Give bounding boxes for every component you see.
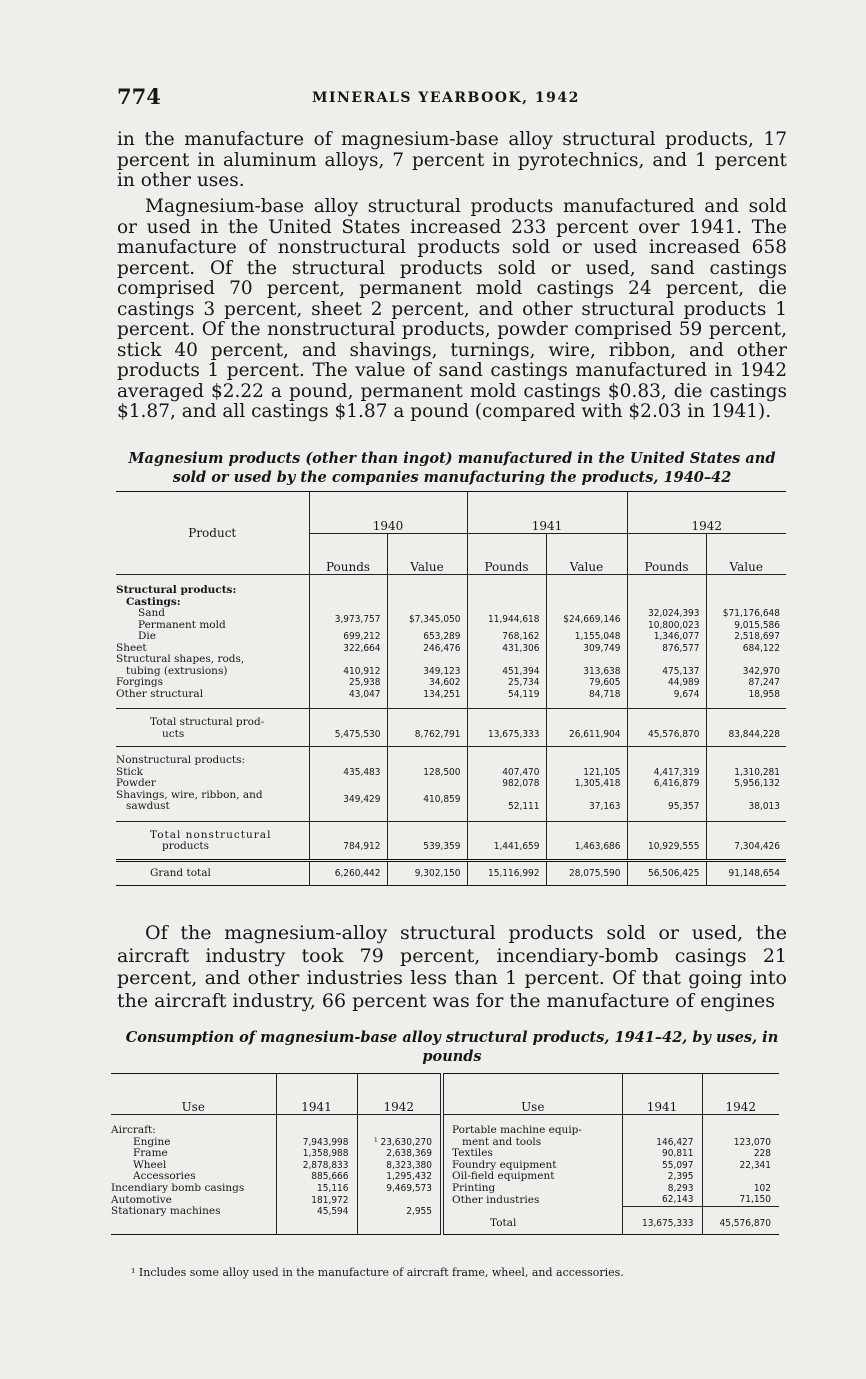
table-cell: 9,302,150 — [387, 860, 467, 886]
table-cell: 25,734 — [467, 677, 546, 689]
use-label: Aircraft: — [111, 1124, 156, 1136]
col-1941: 1941 — [622, 1074, 702, 1115]
sub-pounds: Pounds — [309, 533, 387, 575]
table-cell: 52,111 — [467, 801, 546, 821]
row-label: Grand total — [150, 866, 211, 879]
table-cell: 1,358,988 — [276, 1148, 357, 1160]
table-cell — [702, 1115, 779, 1137]
table-cell: 102 — [702, 1183, 779, 1195]
table-cell: 10,929,555 — [627, 841, 706, 860]
col-use: Use — [442, 1074, 622, 1115]
use-label: Foundry equipment — [442, 1160, 622, 1172]
use-label: Portable machine equip- — [442, 1115, 622, 1137]
table-cell: 1,310,281 — [706, 767, 786, 779]
table-cell: 10,800,023 — [627, 620, 706, 632]
table-cell: 435,483 — [309, 767, 387, 779]
col-1941: 1941 — [276, 1074, 357, 1115]
table-cell: 181,972 — [276, 1194, 357, 1206]
table-cell: 28,075,590 — [546, 860, 627, 886]
sub-pounds: Pounds — [627, 533, 706, 575]
row-label: Total structural prod- — [150, 716, 265, 728]
table-cell — [276, 1115, 357, 1137]
use-label: Textiles — [442, 1148, 622, 1160]
row-label: tubing (extrusions) — [126, 664, 228, 677]
consumption-by-uses-table — [111, 1073, 779, 1235]
row-label: Castings: — [126, 595, 181, 608]
sub-pounds: Pounds — [467, 533, 546, 575]
table-cell: 8,762,791 — [387, 729, 467, 747]
sub-value: Value — [546, 533, 627, 575]
table-cell: 309,749 — [546, 643, 627, 655]
table-cell: 431,306 — [467, 643, 546, 655]
use-label: Oil-field equipment — [442, 1171, 622, 1183]
table-cell: 885,666 — [276, 1171, 357, 1183]
table-cell: 54,119 — [467, 689, 546, 709]
row-label: Forgings — [116, 676, 164, 688]
table-cell: 37,163 — [546, 801, 627, 821]
paragraph-3: Of the magnesium-alloy structural products sold or used, the aircraft industry took 79 percent, incendiary-bomb casings 21 percent, and other industries less than 1 percent. Of that going into the aircraft industry, 66 percent was for the manufacture of engines — [117, 922, 787, 1012]
table-cell: 91,148,654 — [706, 860, 786, 886]
table-cell: 45,576,870 — [702, 1206, 779, 1234]
table1-caption: Magnesium products (other than ingot) manufactured in the United States and sold or used by the companies manufacturing the products, 1940–42 — [128, 450, 776, 486]
row-label: Stick — [116, 765, 144, 778]
table-cell: 6,260,442 — [309, 860, 387, 886]
table-cell: 653,289 — [387, 631, 467, 643]
table-cell: 410,859 — [387, 778, 467, 821]
use-label: Automotive — [111, 1193, 172, 1206]
table-cell: $71,176,648 — [706, 608, 786, 620]
table-cell: 11,944,618 — [467, 608, 546, 631]
total-label: Total — [442, 1206, 622, 1234]
table-cell: 83,844,228 — [706, 729, 786, 747]
year-1940: 1940 — [309, 492, 467, 534]
table-cell: 6,416,879 — [627, 778, 706, 790]
table-cell: 768,162 — [467, 631, 546, 643]
table-cell: 26,611,904 — [546, 729, 627, 747]
table-cell: 43,047 — [309, 689, 387, 709]
table-cell: 539,359 — [387, 841, 467, 860]
table-cell: 32,024,393 — [627, 608, 706, 620]
col-1942: 1942 — [357, 1074, 442, 1115]
table-cell: 684,122 — [706, 643, 786, 655]
paragraph-2: Magnesium-base alloy structural products manufactured and sold or used in the United States increased 233 percent over 1941. The manufacture of nonstructural products sold or used increased 658 percent. Of the structural products sold or used, sand castings comprised 70 percent, permanent mold castings 24 percent, die castings 3 percent, sheet 2 percent, and other structural products 1 percent. Of the nonstructural products, powder comprised 59 percent, stick 40 percent, and shavings, turnings, wire, ribbon, and other products 1 percent. The value of sand castings manufactured in 1942 averaged $2.22 a pound, permanent mold castings $0.83, die castings $1.87, and all castings $1.87 a pound (compared with $2.03 in 1941). — [117, 196, 787, 422]
table2-caption — [117, 1028, 787, 1066]
table-cell: 13,675,333 — [467, 729, 546, 747]
use-label: Other industries — [442, 1194, 622, 1206]
year-1942: 1942 — [627, 492, 786, 534]
table-cell: $7,345,050 — [387, 608, 467, 631]
table-cell: 34,602 — [387, 677, 467, 689]
row-label: Structural shapes, rods, — [116, 653, 245, 665]
table-cell: 1,155,048 — [546, 631, 627, 643]
row-label: Shavings, wire, ribbon, and — [116, 788, 263, 801]
row-label: Structural products: — [116, 584, 237, 596]
table-cell: 5,956,132 — [706, 778, 786, 790]
table-cell: 451,394 — [467, 666, 546, 678]
row-label: Total nonstructural — [150, 828, 272, 841]
magnesium-products-table — [116, 491, 786, 886]
table-cell: 9,674 — [627, 689, 706, 709]
use-label: Wheel — [133, 1158, 167, 1171]
row-label: products — [162, 840, 210, 852]
table-cell: 87,247 — [706, 677, 786, 689]
table-cell: $24,669,146 — [546, 608, 627, 631]
table-cell: 2,878,833 — [276, 1160, 357, 1172]
sub-value: Value — [706, 533, 786, 575]
table-cell: 2,395 — [622, 1171, 702, 1183]
table2-caption-line1: Consumption of magnesium-base alloy structural products, 1941–42, by uses, in — [125, 1029, 779, 1046]
footnote: ¹ Includes some alloy used in the manufacture of aircraft frame, wheel, and accessories. — [131, 1266, 624, 1279]
table-cell: 123,070 — [702, 1137, 779, 1149]
use-label: Printing — [442, 1183, 622, 1195]
year-1941: 1941 — [467, 492, 627, 534]
table-cell: 699,212 — [309, 631, 387, 643]
sub-value: Value — [387, 533, 467, 575]
table-cell: 8,293 — [622, 1183, 702, 1195]
table-cell: 1,305,418 — [546, 778, 627, 790]
table-cell: 5,475,530 — [309, 729, 387, 747]
page-header — [117, 84, 787, 114]
table-cell: 322,664 — [309, 643, 387, 655]
table-cell: 62,143 — [622, 1194, 702, 1206]
table-cell: 15,116,992 — [467, 860, 546, 886]
table-cell: 9,469,573 — [357, 1183, 442, 1195]
table-cell: 128,500 — [387, 767, 467, 779]
table-cell: 84,718 — [546, 689, 627, 709]
use-label: Engine — [133, 1135, 171, 1148]
table-cell: 121,105 — [546, 767, 627, 779]
table-cell: 349,429 — [309, 778, 387, 821]
table-cell: 45,576,870 — [627, 729, 706, 747]
paragraph-1: in the manufacture of magnesium-base alloy structural products, 17 percent in aluminum alloys, 7 percent in pyrotechnics, and 1 percent in other uses. — [117, 129, 787, 191]
table-cell: 25,938 — [309, 677, 387, 689]
table-cell: 134,251 — [387, 689, 467, 709]
table-cell: 45,594 — [276, 1206, 357, 1234]
table-cell: 146,427 — [622, 1137, 702, 1149]
table-cell: 246,476 — [387, 643, 467, 655]
table-cell: 18,958 — [706, 689, 786, 709]
table-cell: 1,295,432 — [357, 1171, 442, 1183]
table-cell: 8,323,380 — [357, 1160, 442, 1172]
table-cell: 784,912 — [309, 841, 387, 860]
table-cell: 7,943,998 — [276, 1137, 357, 1149]
table-cell: 71,150 — [702, 1194, 779, 1206]
use-label: Incendiary bomb casings — [111, 1181, 245, 1194]
table-cell: 90,811 — [622, 1148, 702, 1160]
table-cell: 2,955 — [357, 1206, 442, 1234]
table-cell: 4,417,319 — [627, 767, 706, 779]
row-label: Permanent mold — [138, 618, 226, 631]
use-label: Accessories — [133, 1170, 196, 1182]
running-title: MINERALS YEARBOOK, 1942 — [312, 90, 580, 106]
table-cell: 38,013 — [706, 801, 786, 821]
page-number: 774 — [117, 84, 161, 109]
table-cell: 410,912 — [309, 666, 387, 678]
table-cell: 9,015,586 — [706, 620, 786, 632]
table-cell: 2,638,369 — [357, 1148, 442, 1160]
col-use: Use — [181, 1100, 205, 1114]
row-label: Die — [138, 630, 156, 642]
table-cell: 475,137 — [627, 666, 706, 678]
table-cell: 95,357 — [627, 801, 706, 821]
table2-caption-line2: pounds — [422, 1048, 482, 1065]
use-label: Frame — [133, 1147, 168, 1159]
table-cell: 79,605 — [546, 677, 627, 689]
table-cell: 228 — [702, 1148, 779, 1160]
table-cell: 15,116 — [276, 1183, 357, 1195]
table-cell: 7,304,426 — [706, 841, 786, 860]
table-cell: 313,638 — [546, 666, 627, 678]
table-cell: 349,123 — [387, 666, 467, 678]
table-cell: 3,973,757 — [309, 608, 387, 631]
table-cell — [357, 1194, 442, 1206]
table-cell: 13,675,333 — [622, 1206, 702, 1234]
row-label: Other structural — [116, 687, 204, 700]
table-cell: 1,346,077 — [627, 631, 706, 643]
col-product: Product — [116, 492, 309, 575]
table-cell: 876,577 — [627, 643, 706, 655]
table-cell: 1,463,686 — [546, 841, 627, 860]
row-label: ucts — [162, 727, 185, 740]
col-1942: 1942 — [702, 1074, 779, 1115]
row-label: Sheet — [116, 641, 147, 654]
table-cell — [622, 1115, 702, 1137]
table-cell: 55,097 — [622, 1160, 702, 1172]
table-cell — [357, 1115, 442, 1137]
row-label: sawdust — [126, 800, 170, 812]
row-label: Powder — [116, 777, 156, 789]
table-cell: 407,470 — [467, 767, 546, 779]
row-label: Nonstructural products: — [116, 754, 246, 766]
table-cell: 342,970 — [706, 666, 786, 678]
table-cell: 2,518,697 — [706, 631, 786, 643]
use-label: Stationary machines — [111, 1205, 221, 1217]
table-cell: 22,341 — [702, 1160, 779, 1172]
use-label: ment and tools — [442, 1137, 622, 1149]
table-cell: 56,506,425 — [627, 860, 706, 886]
row-label: Sand — [138, 607, 165, 619]
table-cell: ¹ 23,630,270 — [357, 1137, 442, 1149]
table-cell — [702, 1171, 779, 1183]
table-cell: 982,078 — [467, 778, 546, 790]
table-cell: 44,989 — [627, 677, 706, 689]
table-cell: 1,441,659 — [467, 841, 546, 860]
